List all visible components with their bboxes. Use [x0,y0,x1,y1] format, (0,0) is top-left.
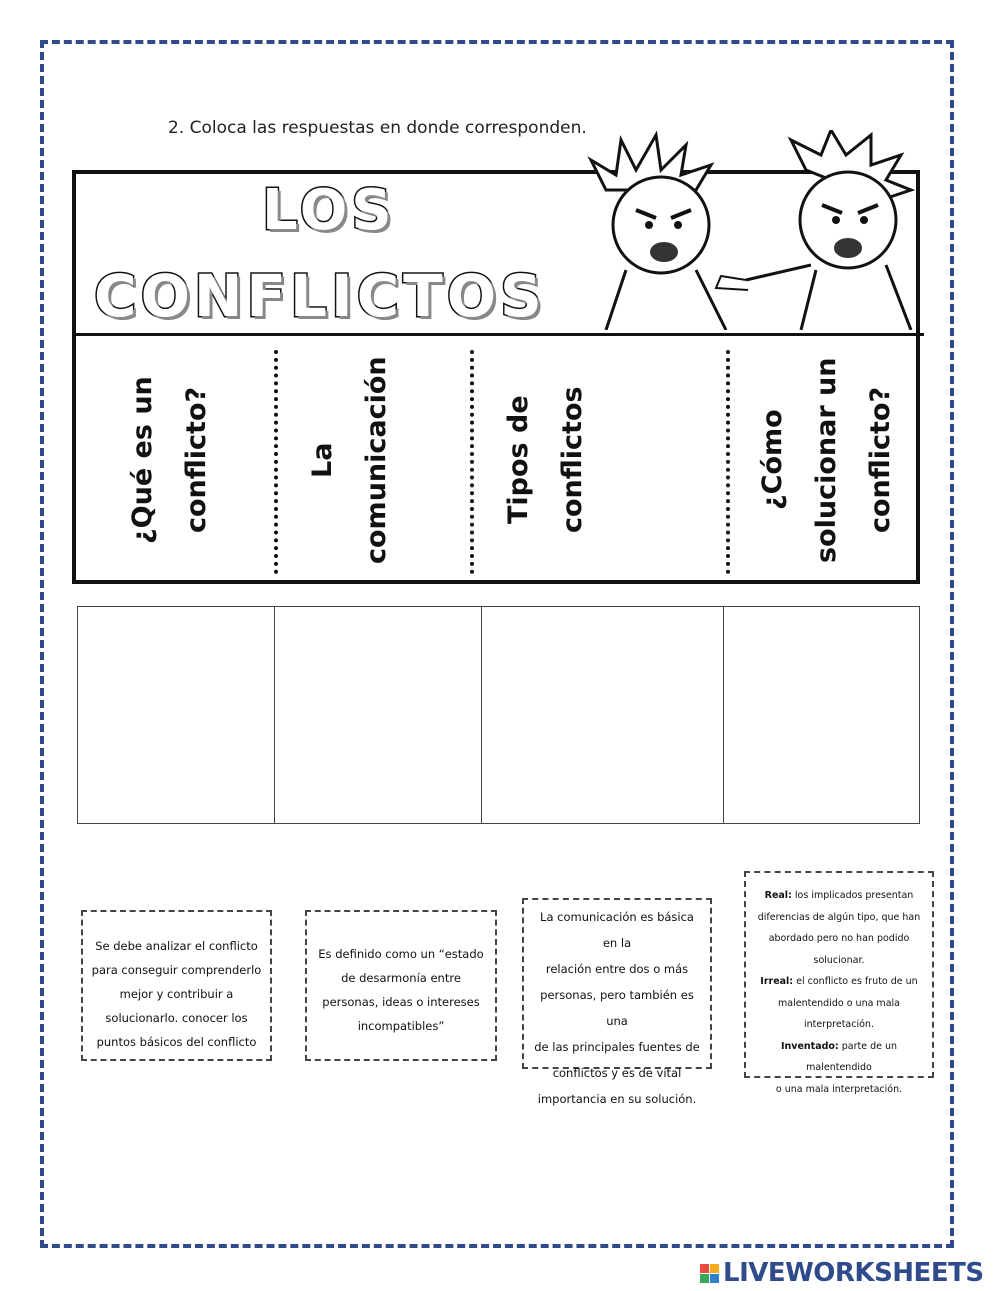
drop-zone-como-solucionar[interactable] [724,607,919,823]
card-line: puntos básicos del conflicto [96,1035,257,1049]
card-line-real [752,885,926,907]
instruction-text: 2. Coloca las respuestas en donde corresponden. [168,118,587,138]
banner-title-area [76,174,924,336]
card-line: Se debe analizar el conflicto [95,939,258,953]
column-divider-3 [726,350,730,574]
irreal-text: el conflicto es fruto de un [793,976,918,987]
drop-zone-que-es[interactable] [78,607,275,823]
card-line: solucionar. [813,954,865,966]
card-line: de las principales fuentes de [534,1040,700,1054]
column-label-tipos-line2: conflictos [557,386,588,534]
column-label-comunicacion-line2: comunicación [361,356,392,564]
logo-squares-icon [700,1264,719,1283]
column-label-que-es [110,340,230,580]
liveworksheets-logo [700,1258,984,1288]
column-label-como-solucionar [742,340,912,580]
logo-square [700,1274,709,1283]
column-label-como-solucionar-line1: ¿Cómo [757,409,788,511]
card-line: solucionarlo. conocer los [105,1011,248,1025]
answer-card-definition[interactable] [305,910,497,1061]
logo-square [710,1274,719,1283]
card-line: para conseguir comprenderlo [91,963,262,977]
invented-label: Inventado: [780,1040,839,1052]
drop-zone-comunicacion[interactable] [275,607,483,823]
drop-zone-tipos[interactable] [482,607,724,823]
irreal-label: Irreal: [760,976,794,987]
card-line: incompatibles” [357,1019,445,1033]
card-line: malentendido o una mala [778,997,900,1009]
column-label-como-solucionar-line2: solucionar un [811,357,842,563]
card-line: Es definido como un “estado [318,947,484,961]
answer-card-types[interactable] [744,871,934,1095]
column-divider-2 [470,350,474,574]
card-line: conflictos y es de vital [552,1066,682,1080]
real-label: Real: [764,890,792,901]
invented-text: parte de un malentendido [806,1040,898,1073]
logo-square [710,1264,719,1273]
arguing-kids-illustration [586,130,926,330]
column-label-tipos [486,340,606,580]
column-label-que-es-line1: ¿Qué es un [127,376,158,544]
logo-text: LIVEWORKSHEETS [723,1258,984,1288]
card-line: o una mala interpretación. [775,1083,903,1095]
card-line: personas, ideas o intereses [322,995,480,1009]
column-label-tipos-line1: Tipos de [503,395,534,525]
card-line: mejor y contribuir a [119,987,234,1001]
column-label-comunicacion-line1: La [307,442,338,478]
answer-card-communication[interactable] [522,898,712,1106]
card-line-irreal [752,971,926,993]
conflicts-banner [72,170,920,584]
logo-square [700,1264,709,1273]
column-label-como-solucionar-line3: conflicto? [865,386,896,534]
card-line: personas, pero también es una [540,988,694,1028]
answer-grid [77,606,920,824]
card-line: La comunicación es básica en la [540,910,694,950]
answer-card-solve[interactable] [81,910,272,1061]
column-label-que-es-line2: conflicto? [181,386,212,534]
card-line: interpretación. [804,1019,874,1030]
title-line-conflictos: CONFLICTOS [94,262,546,330]
card-line: de desarmonía entre [341,971,461,985]
card-line-invented [752,1036,926,1079]
column-divider-1 [274,350,278,574]
card-line: abordado pero no han podido [768,933,910,944]
title-line-los: LOS [262,178,396,243]
card-line: importancia en su solución. [537,1092,697,1106]
real-text: los implicados presentan [791,890,914,901]
card-line: diferencias de algún tipo, que han [757,911,921,923]
column-label-comunicacion [290,340,410,580]
card-line: relación entre dos o más [545,962,689,976]
